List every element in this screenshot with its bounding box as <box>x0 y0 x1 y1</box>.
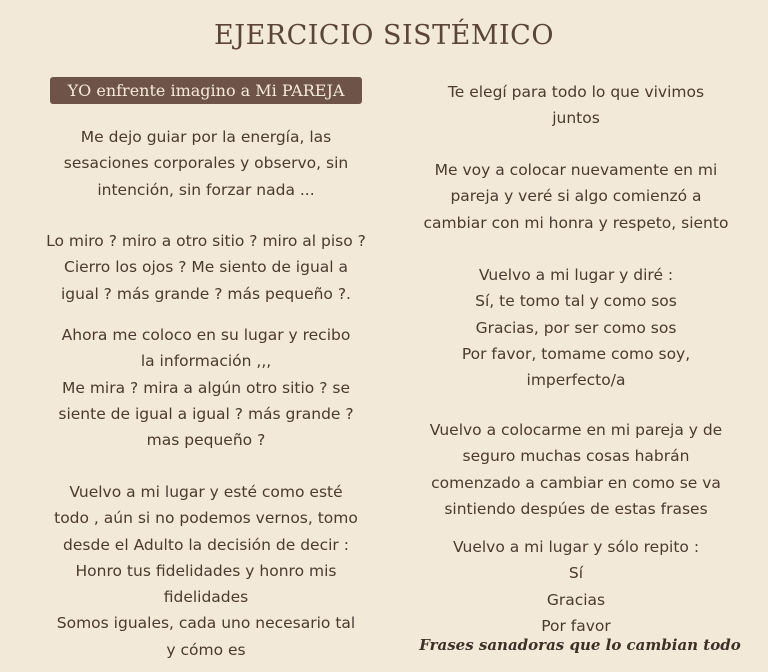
subtitle-badge: YO enfrente imagino a Mi PAREJA <box>50 77 362 104</box>
right-paragraph-1: Te elegí para todo lo que vivimos juntos <box>447 83 705 128</box>
footer-tagline: Frases sanadoras que lo cambian todo <box>419 636 741 654</box>
right-paragraph-4: Vuelvo a colocarme en mi pareja y de seguro muchas cosas habrán comenzado a cambiar en como se va sintiendo despúes de estas frases <box>429 421 723 518</box>
page-title: EJERCICIO SISTÉMICO <box>214 20 554 51</box>
right-paragraph-5: Vuelvo a mi lugar y sólo repito : Sí Gracias Por favor <box>452 538 700 635</box>
right-paragraph-3: Vuelvo a mi lugar y diré : Sí, te tomo tal y como sos Gracias, por ser como sos Por favor, tomame como soy, imperfecto/a <box>461 266 691 390</box>
left-paragraph-3: Ahora me coloco en su lugar y recibo la información ,,, Me mira ? mira a algún otro sitio ? se siente de igual a igual ? más grande ? mas pequeño ? <box>58 326 354 450</box>
left-paragraph-2: Lo miro ? miro a otro sitio ? miro al piso ? Cierro los ojos ? Me siento de igual a igual ? más grande ? más pequeño ?. <box>46 232 366 303</box>
left-paragraph-4: Vuelvo a mi lugar y esté como esté todo , aún si no podemos vernos, tomo desde el Adulto la decisión de decir : Honro tus fidelidades y honro mis fidelidades Somos iguales, cada uno necesario tal y cómo es <box>54 483 358 659</box>
left-paragraph-1: Me dejo guiar por la energía, las sesaciones corporales y observo, sin intención, sin forzar nada ... <box>63 128 349 199</box>
right-paragraph-2: Me voy a colocar nuevamente en mi pareja y veré si algo comienzó a cambiar con mi honra y respeto, siento <box>423 161 729 232</box>
